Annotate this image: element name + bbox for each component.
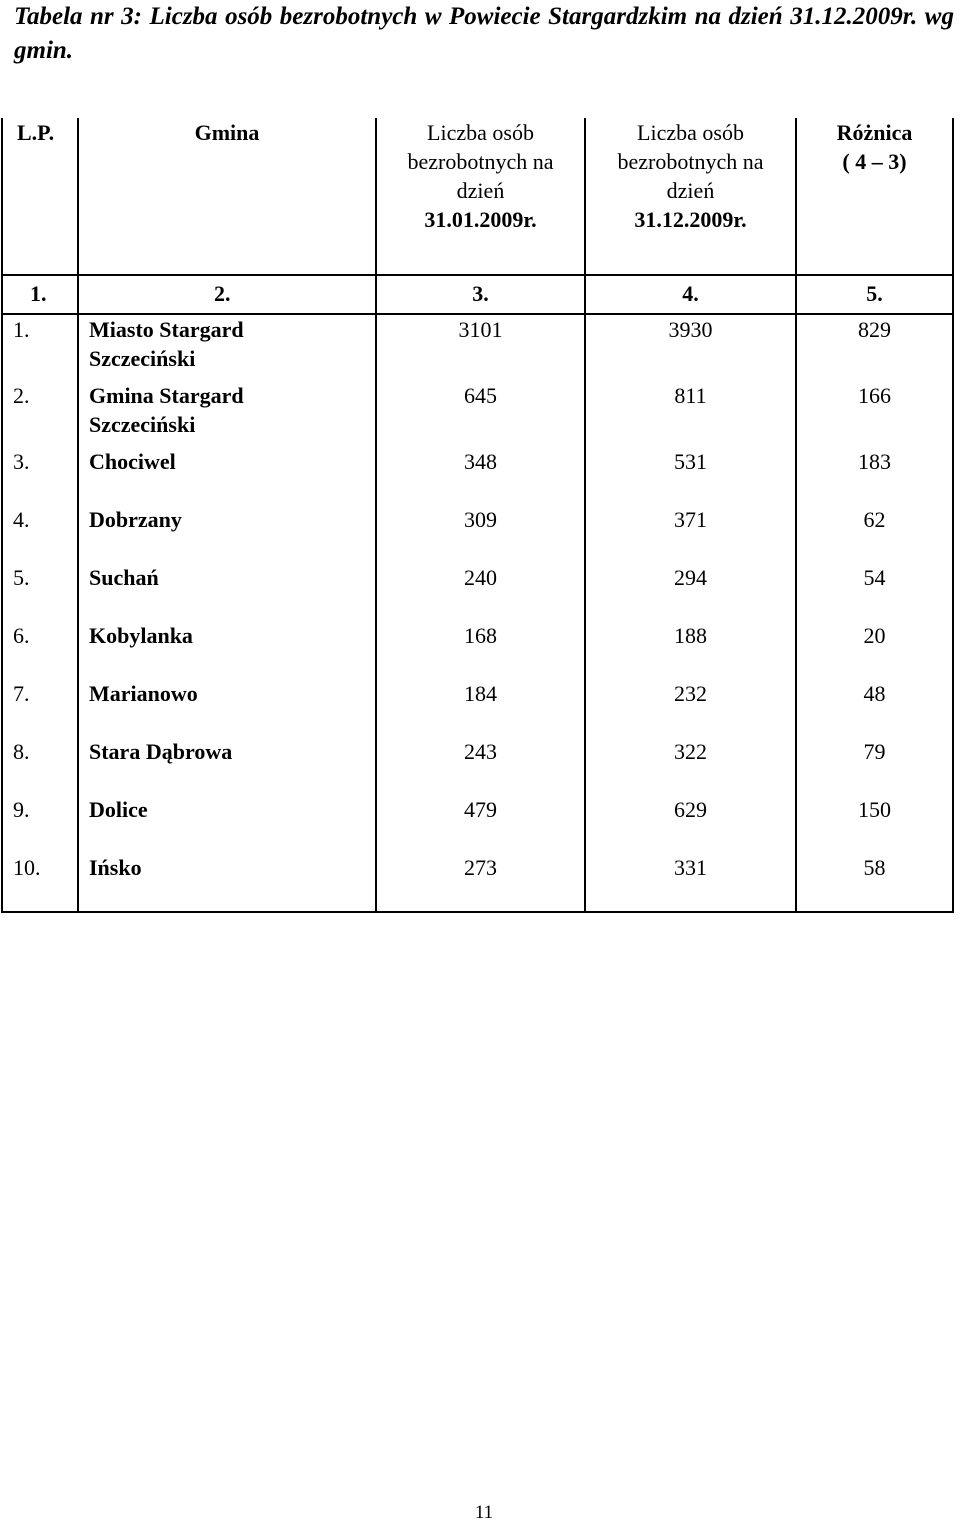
row-difference: 829 bbox=[796, 314, 953, 381]
row-count-31-12: 322 bbox=[585, 737, 796, 795]
gmina-name-line: Szczeciński bbox=[89, 412, 196, 437]
gmina-name-line: Kobylanka bbox=[89, 623, 193, 648]
table-row bbox=[2, 795, 953, 853]
gmina-name-line: Marianowo bbox=[89, 681, 198, 706]
table-row bbox=[2, 314, 953, 381]
row-gmina bbox=[78, 505, 376, 563]
gmina-name-line: Ińsko bbox=[89, 855, 142, 880]
table-row bbox=[2, 679, 953, 737]
gmina-name-line: Dobrzany bbox=[89, 507, 182, 532]
table-row bbox=[2, 621, 953, 679]
row-count-31-12: 371 bbox=[585, 505, 796, 563]
row-gmina bbox=[78, 563, 376, 621]
row-lp: 1. bbox=[2, 314, 78, 381]
row-lp: 6. bbox=[2, 621, 78, 679]
gmina-name-line: Miasto Stargard bbox=[89, 317, 244, 342]
header-count-31-12: Liczba osób bezrobotnych na dzień 31.12.2009r. bbox=[585, 118, 796, 275]
row-count-31-01: 309 bbox=[376, 505, 585, 563]
row-difference: 166 bbox=[796, 381, 953, 447]
unemployment-table bbox=[1, 118, 954, 913]
row-difference: 150 bbox=[796, 795, 953, 853]
row-count-31-01: 243 bbox=[376, 737, 585, 795]
gmina-name-line: Dolice bbox=[89, 797, 148, 822]
row-gmina bbox=[78, 853, 376, 912]
column-number: 4. bbox=[585, 275, 796, 314]
row-difference: 20 bbox=[796, 621, 953, 679]
gmina-name-line: Suchań bbox=[89, 565, 159, 590]
table-body bbox=[2, 314, 953, 912]
row-count-31-12: 629 bbox=[585, 795, 796, 853]
row-count-31-12: 188 bbox=[585, 621, 796, 679]
column-number: 5. bbox=[796, 275, 953, 314]
table-row bbox=[2, 505, 953, 563]
row-count-31-01: 240 bbox=[376, 563, 585, 621]
row-lp: 9. bbox=[2, 795, 78, 853]
row-gmina bbox=[78, 737, 376, 795]
column-number: 2. bbox=[78, 275, 376, 314]
column-number-row bbox=[2, 275, 953, 314]
row-count-31-12: 232 bbox=[585, 679, 796, 737]
row-gmina bbox=[78, 447, 376, 505]
row-lp: 4. bbox=[2, 505, 78, 563]
row-lp: 10. bbox=[2, 853, 78, 912]
row-count-31-01: 168 bbox=[376, 621, 585, 679]
row-gmina bbox=[78, 795, 376, 853]
row-gmina bbox=[78, 314, 376, 381]
row-count-31-01: 184 bbox=[376, 679, 585, 737]
row-count-31-01: 273 bbox=[376, 853, 585, 912]
row-count-31-01: 479 bbox=[376, 795, 585, 853]
header-lp: L.P. bbox=[2, 118, 78, 275]
row-lp: 3. bbox=[2, 447, 78, 505]
row-gmina bbox=[78, 679, 376, 737]
row-difference: 48 bbox=[796, 679, 953, 737]
table-row bbox=[2, 447, 953, 505]
row-count-31-01: 3101 bbox=[376, 314, 585, 381]
row-count-31-12: 811 bbox=[585, 381, 796, 447]
gmina-name-line: Stara Dąbrowa bbox=[89, 739, 233, 764]
row-gmina bbox=[78, 381, 376, 447]
row-gmina bbox=[78, 621, 376, 679]
table-header-row bbox=[2, 118, 953, 275]
row-lp: 5. bbox=[2, 563, 78, 621]
row-count-31-12: 3930 bbox=[585, 314, 796, 381]
page-number: 11 bbox=[474, 1502, 494, 1523]
column-number: 1. bbox=[2, 275, 78, 314]
row-difference: 62 bbox=[796, 505, 953, 563]
table-row bbox=[2, 563, 953, 621]
row-count-31-12: 531 bbox=[585, 447, 796, 505]
row-lp: 2. bbox=[2, 381, 78, 447]
gmina-name-line: Chociwel bbox=[89, 449, 176, 474]
row-count-31-12: 331 bbox=[585, 853, 796, 912]
column-number: 3. bbox=[376, 275, 585, 314]
row-difference: 183 bbox=[796, 447, 953, 505]
header-gmina: Gmina bbox=[78, 118, 376, 275]
table-row bbox=[2, 381, 953, 447]
gmina-name-line: Gmina Stargard bbox=[89, 383, 244, 408]
row-difference: 79 bbox=[796, 737, 953, 795]
header-count-31-01: Liczba osób bezrobotnych na dzień 31.01.2009r. bbox=[376, 118, 585, 275]
row-count-31-01: 645 bbox=[376, 381, 585, 447]
header-difference: Różnica ( 4 – 3) bbox=[796, 118, 953, 275]
row-lp: 7. bbox=[2, 679, 78, 737]
row-count-31-12: 294 bbox=[585, 563, 796, 621]
table-row bbox=[2, 737, 953, 795]
row-difference: 54 bbox=[796, 563, 953, 621]
table-title: Tabela nr 3: Liczba osób bezrobotnych w Powiecie Stargardzkim na dzień 31.12.2009r. wg gmin. bbox=[14, 3, 954, 64]
row-lp: 8. bbox=[2, 737, 78, 795]
table-row bbox=[2, 853, 953, 912]
row-difference: 58 bbox=[796, 853, 953, 912]
gmina-name-line: Szczeciński bbox=[89, 346, 196, 371]
row-count-31-01: 348 bbox=[376, 447, 585, 505]
